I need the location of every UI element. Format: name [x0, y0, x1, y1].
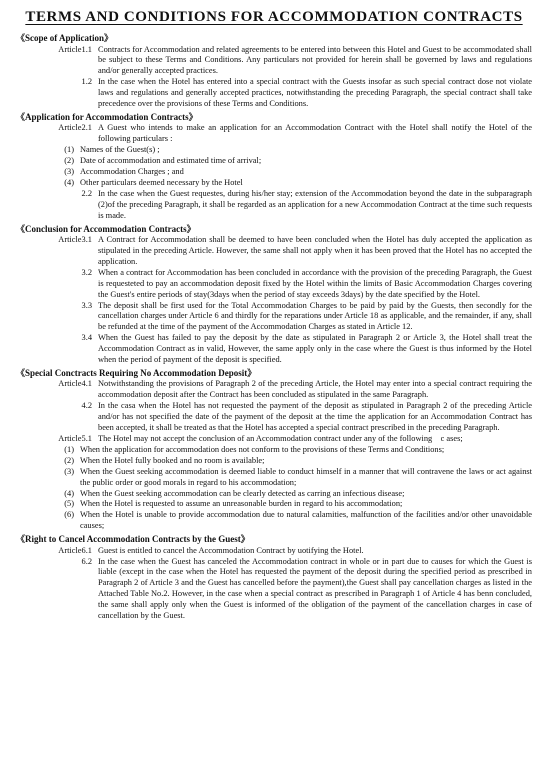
clause-text: When the Hotel is requested to assume an unreasonable burden in regard to his accommodation;: [80, 499, 403, 509]
section: [16, 534, 532, 622]
clause-text: When the Guest seeking accommodation can be clearly detected as carring an infectious disease;: [80, 488, 405, 498]
list-item: [16, 156, 532, 167]
sub-clause: [16, 333, 532, 366]
clause-text: When the Hotel is unable to provide accommodation due to natural calamities, malfunction of the facilities and/or other unavoidable causes;: [80, 510, 532, 531]
clause-number: (3): [64, 466, 74, 476]
section: [16, 368, 532, 532]
clause-text: When the Guest seeking accommodation is deemed liable to conduct himself in a manner that will contravene the laws or act against the public order or good morals in regard to his accommodation;: [80, 466, 532, 487]
clause-number: Article5.1: [58, 434, 92, 443]
clause-text: A Guest who intends to make an application for an Accommodation Contract with the Hotel shall notify the Hotel of the following particulars :: [98, 123, 532, 144]
clause-number: 4.2: [81, 401, 92, 411]
article-clause: [16, 379, 532, 401]
sub-clause: [16, 268, 532, 301]
clause-text: In the case when the Guest requestes, during his/her stay; extension of the Accommodation beyond the date in the subparagraph (2)of the preceding Paragraph, it shall be regarded as an application for a new Accommodation Contract at the time such requests is made.: [98, 188, 532, 220]
clause-text: A Contract for Accommodation shall be deemed to have been concluded when the Hotel has duly accepted the application as stipulated in the preceding Article. However, the same shall not apply when it has been proved that the Hotel has no accepted the application.: [98, 235, 532, 266]
clause-number: (5): [64, 499, 74, 509]
clause-number: Article1.1: [58, 44, 92, 54]
clause-text: Date of accommodation and estimated time of arrival;: [80, 156, 262, 166]
section: [16, 112, 532, 222]
list-item: [16, 510, 532, 532]
sub-clause: [16, 189, 532, 222]
article-clause: [16, 45, 532, 78]
article-clause: [16, 434, 532, 445]
clause-number: (2): [64, 455, 74, 465]
list-item: [16, 445, 532, 456]
clause-number: 6.2: [81, 556, 92, 566]
clause-text: In the case when the Hotel has entered into a special contract with the Guests insofar as such special contract dose not violate laws and regulations and generally accepted practices, notwithstanding the preceding Paragraph, the special contract shall take precedence over the provisions of these Terms and Conditions.: [98, 77, 532, 109]
clause-number: Article6.1: [58, 545, 92, 555]
clause-number: 3.4: [81, 333, 92, 343]
clause-number: 2.2: [81, 188, 92, 198]
list-item: [16, 456, 532, 467]
section: [16, 224, 532, 366]
clause-text: When the Hotel fully booked and no room is available;: [80, 455, 265, 465]
clause-number: 3.3: [81, 300, 92, 310]
sub-clause: [16, 301, 532, 334]
clause-text: Accommodation Charges ; and: [80, 167, 184, 177]
sections-container: [16, 33, 532, 622]
clause-text: The deposit shall be first used for the Total Accommodation Charges to be paid by paid by the Guests, then secondly for the cancellation charges under Article 6 and thirdly for the reparations under Article 18 as applicable, and the remainder, if any, shall be refunded at the time of the payment of the Accommodation Charges as stated in Article 12.: [98, 300, 532, 332]
sub-clause: [16, 401, 532, 434]
clause-text: The Hotel may not accept the conclusion of an Accommodation contract under any of the following c ases;: [98, 434, 463, 443]
clause-text: When the application for accommodation does not conform to the provisions of these Terms and Conditions;: [80, 444, 445, 454]
clause-text: When the Guest has failed to pay the deposit by the date as stipulated in Paragraph 2 or Article 3, the Hotel shall treat the Accommodation Contract as in valid, However, the same apply only in the case where the Guest is thus informed by the Hotel when the period of payment of the deposit is specified.: [98, 333, 532, 365]
list-item: [16, 489, 532, 500]
clause-number: (1): [64, 145, 74, 155]
section-heading: 《Conclusion for Accommodation Contracts》: [16, 223, 196, 234]
section-heading: 《Application for Accommodation Contracts》: [16, 111, 198, 122]
clause-text: Names of the Guest(s) ;: [80, 145, 160, 155]
section: [16, 33, 532, 110]
list-item: [16, 499, 532, 510]
sub-clause: [16, 77, 532, 110]
clause-number: (4): [64, 488, 74, 498]
clause-text: Contracts for Accommodation and related agreements to be entered into between this Hotel and Guest to be accommodated shall be subject to these Terms and Conditions. Any particulars not provided for herein shall be governed by laws and regulations and/or generally accepted practices.: [98, 44, 532, 76]
clause-number: 1.2: [81, 77, 92, 87]
clause-text: In the case when the Guest has canceled the Accommodation contract in whole or in part due to causes for which the Guest is liable (except in the case when the Hotel has requested the payment of the deposit during the specified period as prescribed in Paragraph 2 of Article 3 and the Guest has cancelled before the payment),the Guest shall pay cancellation charges as listed in the Attached Table No.2. However, in the case when a special contract as prescribed in Paragraph 1 of Article 4 has benn concluded, the same shall apply only when the Guest is informed of the obligation of the payment of the cancellation charges in case of cancellation by the Guest.: [98, 556, 532, 621]
clause-number: Article4.1: [58, 379, 92, 389]
section-heading: 《Scope of Application》: [16, 33, 114, 43]
section-heading: 《Right to Cancel Accommodation Contracts by the Guest》: [16, 534, 250, 545]
article-clause: [16, 235, 532, 268]
article-clause: [16, 546, 532, 557]
clause-number: (6): [64, 510, 74, 520]
clause-number: Article2.1: [58, 123, 92, 133]
list-item: [16, 178, 532, 189]
article-clause: [16, 123, 532, 145]
clause-text: Other particulars deemed necessary by the Hotel: [80, 177, 243, 187]
list-item: [16, 167, 532, 178]
clause-number: (4): [64, 177, 74, 187]
clause-text: When a contract for Accommodation has been concluded in accordance with the provision of the preceding Paragraph, the Guest is requesteted to pay an accommodation deposit fixed by the Hotel within the limits of Basic Accommodation Charges covering the Guest's entire periods of stay(3days when the period of stay exceeds 3days) by the date specified by the Hotel.: [98, 267, 532, 299]
clause-number: Article3.1: [58, 235, 92, 245]
clause-text: Guest is entitled to cancel the Accommodation Contract by uotifying the Hotel.: [98, 545, 364, 555]
clause-text: Notwithstanding the provisions of Paragraph 2 of the preceding Article, the Hotel may enter into a special contract requiring the accommodation deposit after the Contract has been concluded as stipulated in the same Paragraph.: [98, 379, 532, 400]
clause-number: 3.2: [81, 267, 92, 277]
list-item: [16, 145, 532, 156]
list-item: [16, 467, 532, 489]
clause-number: (3): [64, 167, 74, 177]
clause-number: (1): [64, 444, 74, 454]
clause-number: (2): [64, 156, 74, 166]
section-heading: 《Special Conctracts Requiring No Accommodation Deposit》: [16, 367, 257, 378]
document-title: TERMS AND CONDITIONS FOR ACCOMMODATION CONTRACTS: [25, 9, 523, 25]
clause-text: In the casa when the Hotel has not requested the payment of the deposit as stipulated in Paragraph 2 of the preceding Article and/or has not specified the date of the payment of the deposit at the time the application for an Accommodation Contract has been accepted, it shall be treated as that the Hotel has accepted a special contract prescribed in the preceding Paragraph.: [98, 401, 532, 433]
sub-clause: [16, 557, 532, 622]
